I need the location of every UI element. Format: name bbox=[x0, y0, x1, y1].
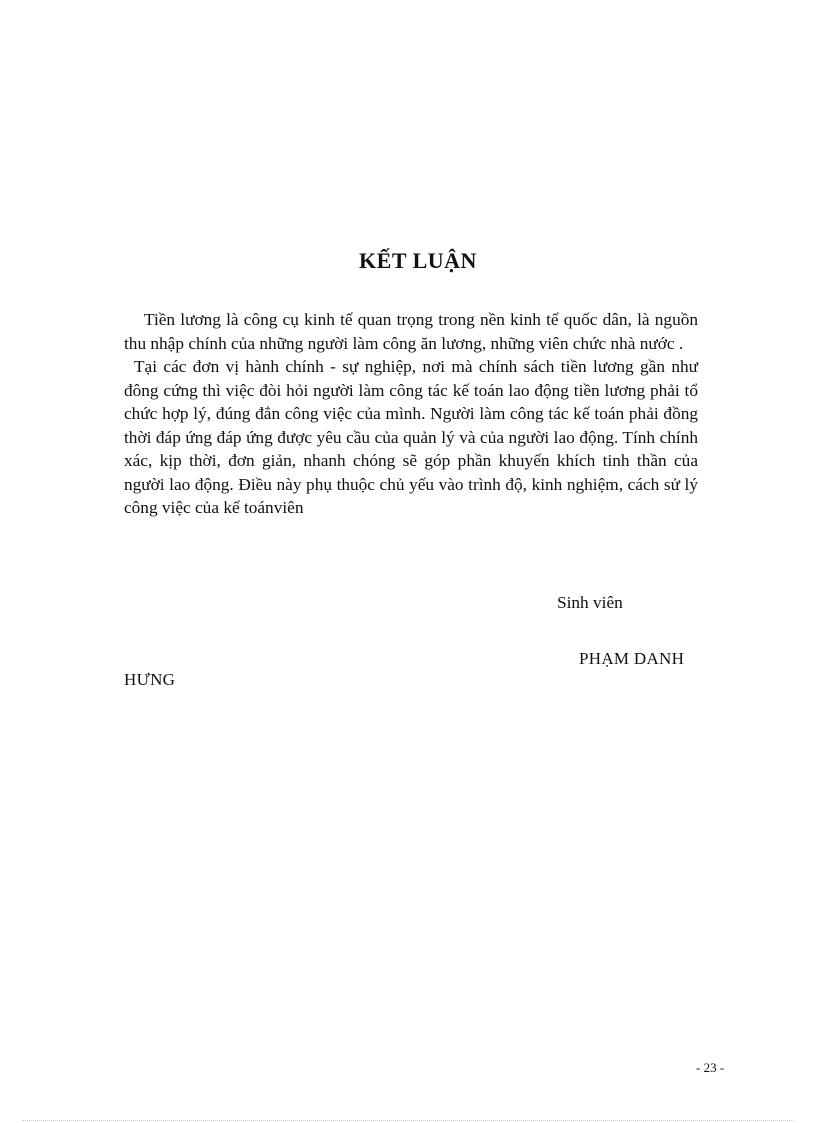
paragraph-1: Tiền lương là công cụ kinh tế quan trọng trong nền kinh tế quốc dân, là nguồn thu nhập chính của những người làm công ăn lương, những viên chức nhà nước . bbox=[124, 310, 698, 353]
paragraph-2: Tại các đơn vị hành chính - sự nghiệp, nơi mà chính sách tiền lương gần như đông cứng thì việc đòi hỏi người làm công tác kế toán lao động tiền lương phải tổ chức hợp lý, đúng đắn công việc của mình. Người làm công tác kế toán phải đồng thời đáp ứng đáp ứng được yêu cầu của quản lý và của người lao động. Tính chính xác, kịp thời, đơn giản, nhanh chóng sẽ góp phần khuyến khích tinh thần của người lao động. Điều này phụ thuộc chủ yếu vào trình độ, kinh nghiệm, cách sử lý công việc của kế toánviên bbox=[124, 357, 698, 517]
page-number: - 23 - bbox=[696, 1060, 725, 1075]
body-text bbox=[124, 308, 698, 520]
signature-name-line-2: HƯNG bbox=[124, 670, 176, 689]
signature-role: Sinh viên bbox=[557, 593, 623, 612]
signature-name-line-1: PHẠM DANH bbox=[579, 649, 685, 668]
page-title: KẾT LUẬN bbox=[359, 248, 477, 273]
footer-divider bbox=[22, 1120, 794, 1121]
